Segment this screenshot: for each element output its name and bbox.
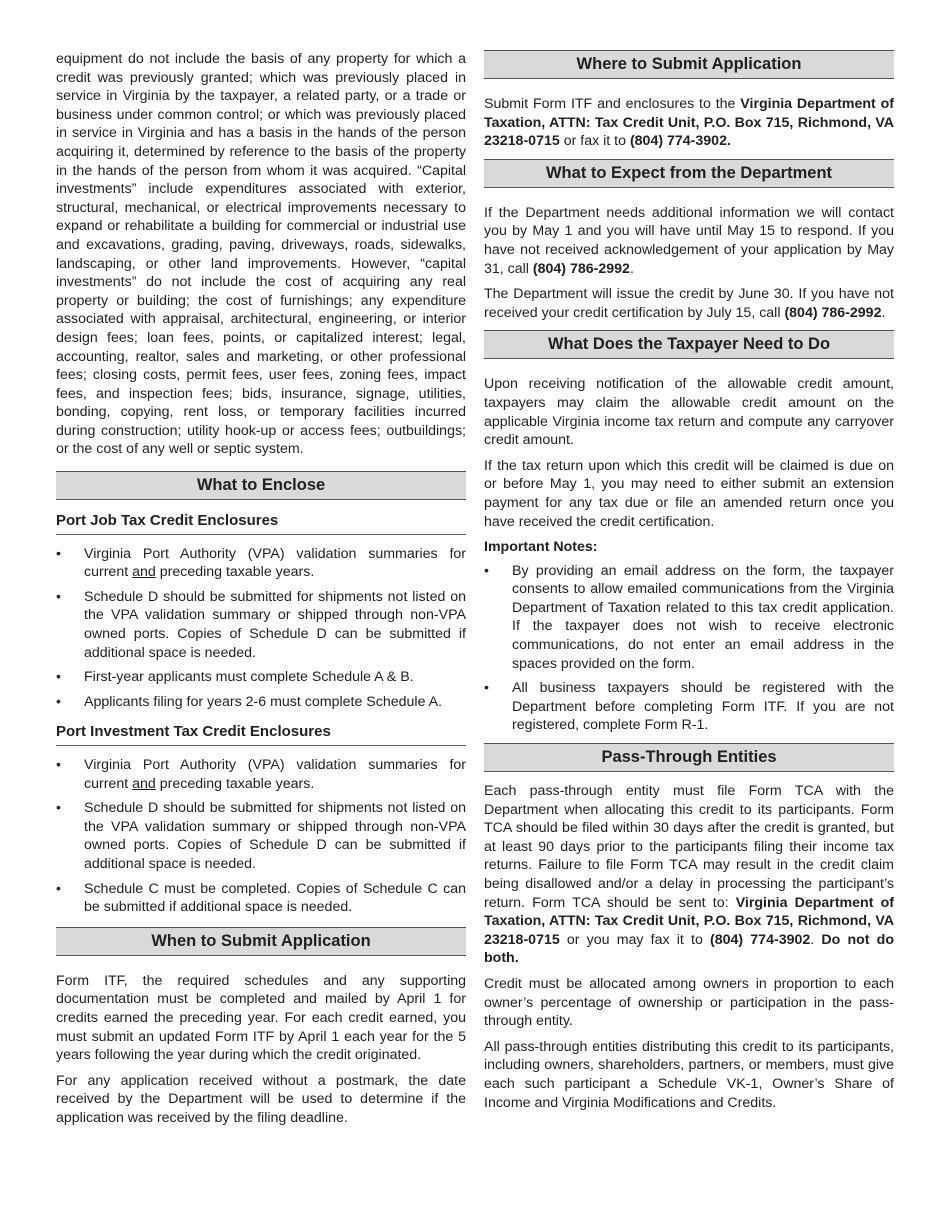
port-job-enclosures-list xyxy=(56,545,466,712)
list-item: • Virginia Port Authority (VPA) validation summaries for current and preceding taxable years. xyxy=(56,545,466,582)
port-investment-enclosures-heading: Port Investment Tax Credit Enclosures xyxy=(56,723,466,746)
taxpayer-todo-heading: What Does the Taxpayer Need to Do xyxy=(484,330,894,359)
when-to-submit-paragraph-2: For any application received without a postmark, the date received by the Department will be used to determine if the application was received by the filing deadline. xyxy=(56,1072,466,1126)
important-notes-label: Important Notes: xyxy=(484,539,598,556)
when-to-submit-heading: When to Submit Application xyxy=(56,927,466,956)
list-item: • Applicants filing for years 2-6 must complete Schedule A. xyxy=(56,693,466,712)
where-to-submit-heading: Where to Submit Application xyxy=(484,50,894,79)
when-to-submit-paragraph-1: Form ITF, the required schedules and any supporting documentation must be completed and mailed by April 1 for credits earned the preceding year. For each credit earned, you must submit an updated Form ITF by April 1 each year for the 5 years following the year during which the credit originated. xyxy=(56,972,466,1064)
port-job-enclosures-heading: Port Job Tax Credit Enclosures xyxy=(56,512,466,535)
what-to-expect-heading: What to Expect from the Department xyxy=(484,159,894,188)
list-item: • All business taxpayers should be registered with the Department before completing Form ITF. If you are not registered, complete Form R-1. xyxy=(484,679,894,735)
where-to-submit-paragraph: Submit Form ITF and enclosures to the Virginia Department of Taxation, ATTN: Tax Credit Unit, P.O. Box 715, Richmond, VA 23218-0715 or fax it to (804) 774-3902. xyxy=(484,96,894,150)
pass-through-heading: Pass-Through Entities xyxy=(484,743,894,772)
what-to-expect-paragraph-1: If the Department needs additional information we will contact you by May 1 and you will have until May 15 to respond. If you have not received acknowledgement of your application by May 31, call (804) 786-2992. xyxy=(484,204,894,277)
list-item: • Virginia Port Authority (VPA) validation summaries for current and preceding taxable years. xyxy=(56,756,466,793)
port-investment-enclosures-list xyxy=(56,756,466,917)
intro-paragraph: equipment do not include the basis of any property for which a credit was previously granted; which was previously placed in service in Virginia by the taxpayer, a related party, or a trade or business under common control; or which was previously placed in service in Virginia and has a basis in the hands of the person acquiring it, determined by reference to the basis of the property in the hands of the person from whom it was acquired. “Capital investments” include expenditures associated with exterior, structural, mechanical, or electrical improvements necessary to expand or rehabilitate a building for commercial or industrial use and excavations, grading, paving, driveways, roads, sidewalks, landscaping, or other land improvements. However, “capital investments” do not include the cost of acquiring any real property or building; the cost of furnishings; any expenditure associated with appraisal, architectural, engineering, or interior design fees; loan fees, points, or capitalized interest; legal, accounting, realtor, sales and marketing, or other professional fees; closing costs, permit fees, user fees, zoning fees, impact fees, and inspection fees; bids, insurance, signage, utilities, bonding, copying, rent loss, or temporary facilities incurred during construction; utility hook-up or access fees; outbuildings; or the cost of any well or septic system. xyxy=(56,51,466,458)
important-notes-list xyxy=(484,562,894,735)
taxpayer-todo-paragraph-2: If the tax return upon which this credit will be claimed is due on or before May 1, you may need to either submit an extension payment for any tax due or file an amended return once you have received the credit certification. xyxy=(484,457,894,530)
list-item: • Schedule D should be submitted for shipments not listed on the VPA validation summary or shipped through non-VPA owned ports. Copies of Schedule D can be submitted if additional space is needed. xyxy=(56,588,466,662)
list-item: • Schedule D should be submitted for shipments not listed on the VPA validation summary or shipped through non-VPA owned ports. Copies of Schedule D can be submitted if additional space is needed. xyxy=(56,799,466,873)
left-column xyxy=(56,50,466,1135)
list-item: • First-year applicants must complete Schedule A & B. xyxy=(56,668,466,687)
what-to-expect-paragraph-2: The Department will issue the credit by June 30. If you have not received your credit certification by July 15, call (804) 786-2992. xyxy=(484,286,894,321)
what-to-enclose-heading: What to Enclose xyxy=(56,471,466,500)
taxpayer-todo-paragraph-1: Upon receiving notification of the allowable credit amount, taxpayers may claim the allowable credit amount on the applicable Virginia income tax return and compute any carryover credit amount. xyxy=(484,376,894,449)
list-item: • By providing an email address on the form, the taxpayer consents to allow emailed communications from the Virginia Department of Taxation related to this tax credit application. If the taxpayer does not wish to receive electronic communications, do not enter an email address in the spaces provided on the form. xyxy=(484,562,894,674)
right-column xyxy=(484,50,894,1119)
list-item: • Schedule C must be completed. Copies of Schedule C can be submitted if additional space is needed. xyxy=(56,880,466,917)
pass-through-paragraph-1: Each pass-through entity must file Form TCA with the Department when allocating this credit to its participants. Form TCA should be filed within 30 days after the credit is granted, but at least 90 days prior to the participants filing their income tax returns. Failure to file Form TCA may result in the credit claim being disallowed and/or a delay in processing the participant’s return. Form TCA should be sent to: Virginia Department of Taxation, ATTN: Tax Credit Unit, P.O. Box 715, Richmond, VA 23218-0715 or you may fax it to (804) 774-3902. Do not do both. xyxy=(484,783,894,967)
pass-through-paragraph-3: All pass-through entities distributing this credit to its participants, including owners, shareholders, partners, or members, must give each such participant a Schedule VK-1, Owner’s Share of Income and Virginia Modifications and Credits. xyxy=(484,1038,894,1111)
pass-through-paragraph-2: Credit must be allocated among owners in proportion to each owner’s percentage of ownership or participation in the pass-through entity. xyxy=(484,975,894,1030)
